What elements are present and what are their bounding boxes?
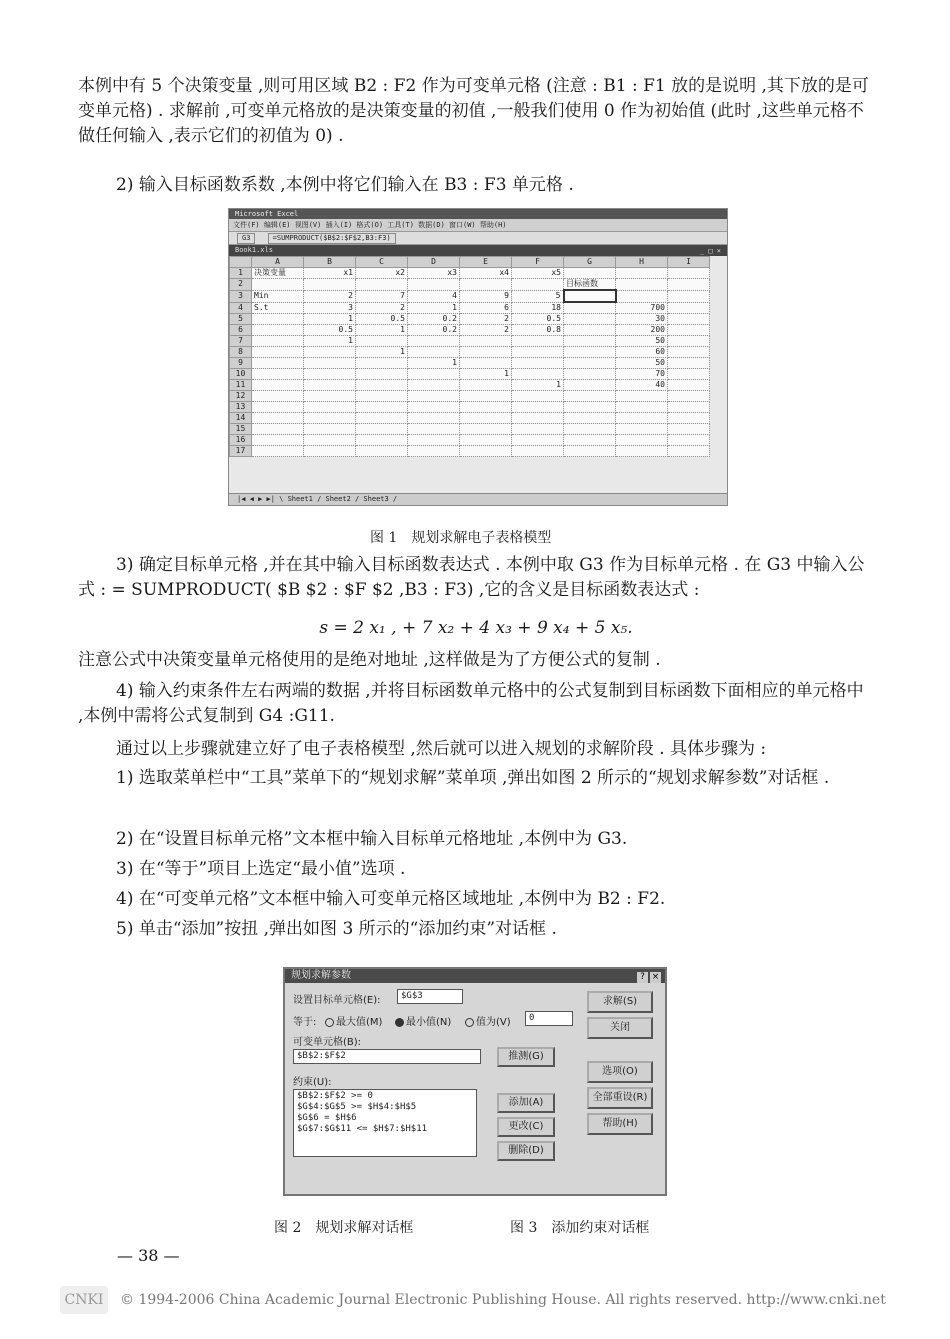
cell[interactable]	[356, 358, 408, 369]
cell[interactable]: 1	[304, 314, 356, 325]
cell[interactable]	[460, 424, 512, 435]
row-header[interactable]: 11	[230, 380, 252, 391]
cell[interactable]: x2	[356, 268, 408, 279]
row-header[interactable]: 10	[230, 369, 252, 380]
cell[interactable]	[616, 435, 668, 446]
cell[interactable]: Min	[252, 290, 304, 302]
paragraph-1: 本例中有 5 个决策变量 ,则可用区域 B2 : F2 作为可变单元格 (注意 : B1 : F1 放的是说明 ,其下放的是可变单元格) . 求解前 ,可变单元格放的是决策变量的初值 ,一般我们使用 0 作为初始值 (此时 ,这些单元格不做任何输入 ,表示它们的初值为 0) .	[78, 76, 869, 146]
paragraph-4: 注意公式中决策变量单元格使用的是绝对地址 ,这样做是为了方便公式的复制 .	[78, 650, 661, 670]
sheet-tabs: |◀ ◀ ▶ ▶| \ Sheet1 / Sheet2 / Sheet3 /	[229, 493, 727, 505]
min-label: 最小值(N)	[406, 1017, 452, 1028]
column-header[interactable]	[230, 257, 252, 268]
paragraph-5: 4) 输入约束条件左右两端的数据 ,并将目标函数单元格中的公式复制到目标函数下面相应的单元格中 ,本例中需将公式复制到 G4 :G11.	[78, 681, 864, 726]
cell[interactable]: 1	[356, 347, 408, 358]
table-row	[230, 369, 710, 380]
constraint-item[interactable]: $B$2:$F$2 >= 0	[297, 1091, 373, 1101]
table-row	[230, 358, 710, 369]
cell[interactable]	[460, 279, 512, 291]
cell[interactable]	[564, 336, 616, 347]
constraints-label: 约束(U):	[293, 1077, 332, 1088]
guess-button[interactable]: 推测(G)	[497, 1047, 555, 1067]
close-icon[interactable]: ×	[651, 972, 660, 982]
cell[interactable]: 50	[616, 358, 668, 369]
row-header[interactable]: 2	[230, 279, 252, 291]
options-button[interactable]: 选项(O)	[587, 1061, 653, 1083]
cell[interactable]	[408, 435, 460, 446]
column-header[interactable]: H	[616, 257, 668, 268]
cell[interactable]	[356, 413, 408, 424]
objective-formula: s = 2 x₁ , + 7 x₂ + 4 x₃ + 9 x₄ + 5 x₅.	[319, 618, 633, 638]
cell[interactable]: 2	[304, 290, 356, 302]
cell[interactable]	[512, 391, 564, 402]
cell[interactable]	[564, 314, 616, 325]
change-button[interactable]: 更改(C)	[497, 1117, 555, 1137]
value-input[interactable]: 0	[525, 1011, 573, 1026]
cell[interactable]	[616, 268, 668, 279]
cell[interactable]	[616, 446, 668, 457]
cell[interactable]	[252, 435, 304, 446]
delete-button[interactable]: 删除(D)	[497, 1141, 555, 1161]
cell[interactable]: 6	[460, 302, 512, 314]
cell[interactable]	[460, 380, 512, 391]
caption-fig2: 图 2 规划求解对话框	[274, 1220, 414, 1236]
cell[interactable]: 50	[616, 336, 668, 347]
cell[interactable]	[668, 435, 710, 446]
table-row	[230, 391, 710, 402]
cell[interactable]	[564, 413, 616, 424]
cell[interactable]	[356, 369, 408, 380]
cell[interactable]	[564, 325, 616, 336]
target-cell-input[interactable]: $G$3	[397, 989, 463, 1004]
cell[interactable]: 2	[356, 302, 408, 314]
figure-2-solver-dialog	[283, 967, 667, 1196]
cell[interactable]	[668, 413, 710, 424]
cell[interactable]	[564, 347, 616, 358]
cell[interactable]	[564, 446, 616, 457]
cell[interactable]	[564, 268, 616, 279]
row-header[interactable]: 1	[230, 268, 252, 279]
cell[interactable]	[668, 424, 710, 435]
cell[interactable]	[512, 446, 564, 457]
cell[interactable]	[408, 369, 460, 380]
constraints-list[interactable]	[293, 1089, 477, 1157]
cell[interactable]: 60	[616, 347, 668, 358]
cell[interactable]: 0.5	[512, 314, 564, 325]
workbook-title-bar	[229, 245, 727, 256]
cell[interactable]	[460, 336, 512, 347]
row-header[interactable]: 4	[230, 302, 252, 314]
cell[interactable]	[512, 279, 564, 291]
add-button[interactable]: 添加(A)	[497, 1093, 555, 1113]
cell[interactable]	[408, 424, 460, 435]
cell[interactable]	[304, 424, 356, 435]
cell[interactable]	[252, 391, 304, 402]
cell[interactable]: 0.8	[512, 325, 564, 336]
row-header[interactable]: 5	[230, 314, 252, 325]
cell[interactable]: 1	[408, 302, 460, 314]
cell[interactable]	[616, 424, 668, 435]
cell[interactable]	[668, 380, 710, 391]
cell[interactable]	[512, 413, 564, 424]
paragraph-11: 5) 单击“添加”按扭 ,弹出如图 3 所示的“添加约束”对话框 .	[116, 919, 557, 939]
excel-title-bar: Microsoft Excel	[229, 209, 727, 219]
cell[interactable]	[564, 435, 616, 446]
solve-button[interactable]: 求解(S)	[587, 991, 653, 1013]
cell[interactable]	[668, 290, 710, 302]
cell[interactable]	[408, 413, 460, 424]
cell[interactable]	[252, 347, 304, 358]
cell[interactable]	[408, 347, 460, 358]
cell[interactable]	[408, 402, 460, 413]
paragraph-3: 3) 确定目标单元格 ,并在其中输入目标函数表达式 . 本例中取 G3 作为目标单元格 . 在 G3 中输入公式 : = SUMPRODUCT( $B $2 : $F $2 ,B3 : F3) ,它的含义是目标函数表达式 :	[78, 555, 865, 600]
cell[interactable]	[252, 325, 304, 336]
cell[interactable]	[668, 347, 710, 358]
cell[interactable]	[252, 314, 304, 325]
cell[interactable]	[512, 402, 564, 413]
cell[interactable]	[356, 435, 408, 446]
cell[interactable]	[616, 413, 668, 424]
value-radio[interactable]	[463, 1013, 511, 1028]
cell[interactable]	[668, 402, 710, 413]
cell[interactable]	[512, 358, 564, 369]
column-header[interactable]: F	[512, 257, 564, 268]
table-row	[230, 302, 710, 314]
cell[interactable]: 0.5	[356, 314, 408, 325]
equal-to-label: 等于:	[293, 1017, 317, 1028]
name-box: G3	[237, 233, 255, 244]
cell[interactable]	[564, 391, 616, 402]
table-row	[230, 336, 710, 347]
cell[interactable]	[304, 402, 356, 413]
cell[interactable]	[252, 402, 304, 413]
cell[interactable]	[564, 369, 616, 380]
cell[interactable]: 决策变量	[252, 268, 304, 279]
row-header[interactable]: 7	[230, 336, 252, 347]
dialog-title-bar	[285, 969, 665, 983]
cell[interactable]	[408, 446, 460, 457]
table-row	[230, 290, 710, 302]
cell[interactable]: 4	[408, 290, 460, 302]
table-row	[230, 424, 710, 435]
column-header[interactable]: A	[252, 257, 304, 268]
help-button[interactable]: 帮助(H)	[587, 1113, 653, 1135]
cell[interactable]	[252, 424, 304, 435]
cell[interactable]	[668, 358, 710, 369]
cell[interactable]	[564, 402, 616, 413]
cell[interactable]	[668, 314, 710, 325]
cell[interactable]	[668, 325, 710, 336]
close-button[interactable]: 关闭	[587, 1017, 653, 1039]
formula-bar	[229, 232, 727, 245]
column-header[interactable]: C	[356, 257, 408, 268]
cell[interactable]	[356, 279, 408, 291]
cell[interactable]	[512, 424, 564, 435]
help-icon[interactable]: ?	[637, 972, 648, 983]
cell[interactable]: 30	[616, 314, 668, 325]
formula-content: =SUMPRODUCT($B$2:$F$2,B3:F3)	[268, 233, 396, 244]
row-header[interactable]: 16	[230, 435, 252, 446]
cell[interactable]: 1	[304, 336, 356, 347]
cell[interactable]: 0.5	[304, 325, 356, 336]
cell[interactable]	[304, 347, 356, 358]
page-number: — 38 —	[117, 1246, 180, 1265]
reset-all-button[interactable]: 全部重设(R)	[587, 1087, 653, 1109]
min-radio[interactable]	[393, 1013, 451, 1028]
caption-fig3: 图 3 添加约束对话框	[510, 1220, 650, 1236]
paragraph-7: 1) 选取菜单栏中“工具”菜单下的“规划求解”菜单项 ,弹出如图 2 所示的“规划求解参数”对话框 .	[116, 768, 830, 788]
cell[interactable]	[564, 358, 616, 369]
cell[interactable]	[408, 391, 460, 402]
cell[interactable]	[408, 380, 460, 391]
cell[interactable]	[252, 369, 304, 380]
cell[interactable]	[564, 424, 616, 435]
cell[interactable]: x1	[304, 268, 356, 279]
dialog-title: 规划求解参数	[291, 970, 351, 981]
cell[interactable]: 3	[304, 302, 356, 314]
column-header[interactable]: I	[668, 257, 710, 268]
cell[interactable]: x3	[408, 268, 460, 279]
cell[interactable]	[304, 380, 356, 391]
cell[interactable]: 70	[616, 369, 668, 380]
row-header[interactable]: 9	[230, 358, 252, 369]
cell[interactable]	[616, 279, 668, 291]
cell[interactable]	[252, 446, 304, 457]
cell[interactable]	[512, 336, 564, 347]
cell[interactable]	[564, 290, 616, 302]
cell[interactable]: 1	[512, 380, 564, 391]
cell[interactable]: 1	[408, 358, 460, 369]
cell[interactable]	[460, 347, 512, 358]
cell[interactable]: 40	[616, 380, 668, 391]
cell[interactable]	[460, 358, 512, 369]
spreadsheet-grid	[229, 256, 710, 457]
table-row	[230, 446, 710, 457]
row-header[interactable]: 12	[230, 391, 252, 402]
cell[interactable]	[512, 347, 564, 358]
window-buttons: _ □ ×	[699, 247, 721, 255]
table-row	[230, 435, 710, 446]
cell[interactable]	[616, 290, 668, 302]
cell[interactable]: 5	[512, 290, 564, 302]
cell[interactable]: 1	[460, 369, 512, 380]
cell[interactable]: 1	[356, 325, 408, 336]
cell[interactable]	[304, 413, 356, 424]
max-radio[interactable]	[323, 1013, 382, 1028]
figure-1-spreadsheet	[228, 208, 728, 506]
table-row	[230, 325, 710, 336]
cell[interactable]	[356, 402, 408, 413]
cell[interactable]	[460, 413, 512, 424]
row-header[interactable]: 17	[230, 446, 252, 457]
cell[interactable]	[668, 446, 710, 457]
constraint-item[interactable]: $G$7:$G$11 <= $H$7:$H$11	[297, 1124, 428, 1134]
column-header[interactable]: E	[460, 257, 512, 268]
paragraph-10: 4) 在“可变单元格”文本框中输入可变单元格区域地址 ,本例中为 B2 : F2.	[116, 889, 666, 909]
cell[interactable]	[408, 279, 460, 291]
cell[interactable]: 2	[460, 325, 512, 336]
caption-fig1: 图 1 规划求解电子表格模型	[370, 530, 552, 546]
cell[interactable]	[564, 302, 616, 314]
target-cell-label: 设置目标单元格(E):	[293, 995, 381, 1006]
cell[interactable]	[668, 268, 710, 279]
cell[interactable]	[616, 391, 668, 402]
cell[interactable]	[252, 279, 304, 291]
cell[interactable]: S.t	[252, 302, 304, 314]
paragraph-8: 2) 在“设置目标单元格”文本框中输入目标单元格地址 ,本例中为 G3.	[116, 829, 628, 849]
cell[interactable]: x5	[512, 268, 564, 279]
cell[interactable]	[460, 435, 512, 446]
workbook-name: Book1.xls	[235, 246, 273, 254]
column-header[interactable]: G	[564, 257, 616, 268]
cell[interactable]	[668, 369, 710, 380]
cell[interactable]: 9	[460, 290, 512, 302]
row-header[interactable]: 6	[230, 325, 252, 336]
cell[interactable]: 700	[616, 302, 668, 314]
cell[interactable]	[668, 336, 710, 347]
table-row	[230, 268, 710, 279]
cell[interactable]	[356, 391, 408, 402]
cell[interactable]	[616, 402, 668, 413]
cell[interactable]: 18	[512, 302, 564, 314]
cell[interactable]: 目标函数	[564, 279, 616, 291]
cell[interactable]	[512, 369, 564, 380]
cell[interactable]	[356, 336, 408, 347]
cell[interactable]	[512, 435, 564, 446]
cell[interactable]	[304, 358, 356, 369]
cell[interactable]	[564, 380, 616, 391]
cell[interactable]	[460, 446, 512, 457]
changing-cells-input[interactable]: $B$2:$F$2	[293, 1049, 481, 1064]
row-header[interactable]: 3	[230, 290, 252, 302]
value-label: 值为(V)	[476, 1017, 511, 1028]
table-row	[230, 380, 710, 391]
cnki-logo: CNKI	[60, 1286, 108, 1314]
cell[interactable]	[668, 391, 710, 402]
column-header[interactable]: B	[304, 257, 356, 268]
cell[interactable]	[356, 380, 408, 391]
cell[interactable]	[252, 380, 304, 391]
cell[interactable]: x4	[460, 268, 512, 279]
cell[interactable]	[304, 446, 356, 457]
paragraph-2: 2) 输入目标函数系数 ,本例中将它们输入在 B3 : F3 单元格 .	[116, 175, 574, 195]
constraint-item[interactable]: $G$6 = $H$6	[297, 1113, 357, 1123]
cell[interactable]	[304, 279, 356, 291]
table-row	[230, 347, 710, 358]
cell[interactable]: 200	[616, 325, 668, 336]
cell[interactable]	[668, 279, 710, 291]
row-header[interactable]: 15	[230, 424, 252, 435]
row-header[interactable]: 8	[230, 347, 252, 358]
constraint-item[interactable]: $G$4:$G$5 >= $H$4:$H$5	[297, 1102, 417, 1112]
cell[interactable]	[252, 413, 304, 424]
cell[interactable]	[460, 391, 512, 402]
excel-menu-bar: 文件(F) 编辑(E) 视图(V) 插入(I) 格式(O) 工具(T) 数据(D) 窗口(W) 帮助(H)	[229, 219, 727, 232]
cell[interactable]	[408, 336, 460, 347]
cell[interactable]	[304, 391, 356, 402]
cell[interactable]	[668, 302, 710, 314]
table-row	[230, 413, 710, 424]
cell[interactable]	[304, 369, 356, 380]
changing-cells-label: 可变单元格(B):	[293, 1037, 362, 1048]
table-row	[230, 279, 710, 291]
cell[interactable]	[252, 358, 304, 369]
cell[interactable]	[356, 446, 408, 457]
max-label: 最大值(M)	[336, 1017, 383, 1028]
row-header[interactable]: 13	[230, 402, 252, 413]
row-header[interactable]: 14	[230, 413, 252, 424]
cell[interactable]: 0.2	[408, 314, 460, 325]
paragraph-9: 3) 在“等于”项目上选定“最小值”选项 .	[116, 859, 406, 879]
copyright-notice: © 1994-2006 China Academic Journal Electronic Publishing House. All rights reserved. http://www.cnki.net	[120, 1292, 886, 1308]
cell[interactable]: 7	[356, 290, 408, 302]
cell[interactable]: 0.2	[408, 325, 460, 336]
paragraph-6: 通过以上步骤就建立好了电子表格模型 ,然后就可以进入规划的求解阶段 . 具体步骤为 :	[116, 739, 767, 759]
table-row	[230, 402, 710, 413]
table-row	[230, 314, 710, 325]
cell[interactable]	[252, 336, 304, 347]
column-header[interactable]: D	[408, 257, 460, 268]
cell[interactable]	[356, 424, 408, 435]
cell[interactable]	[460, 402, 512, 413]
cell[interactable]	[304, 435, 356, 446]
cell[interactable]: 2	[460, 314, 512, 325]
